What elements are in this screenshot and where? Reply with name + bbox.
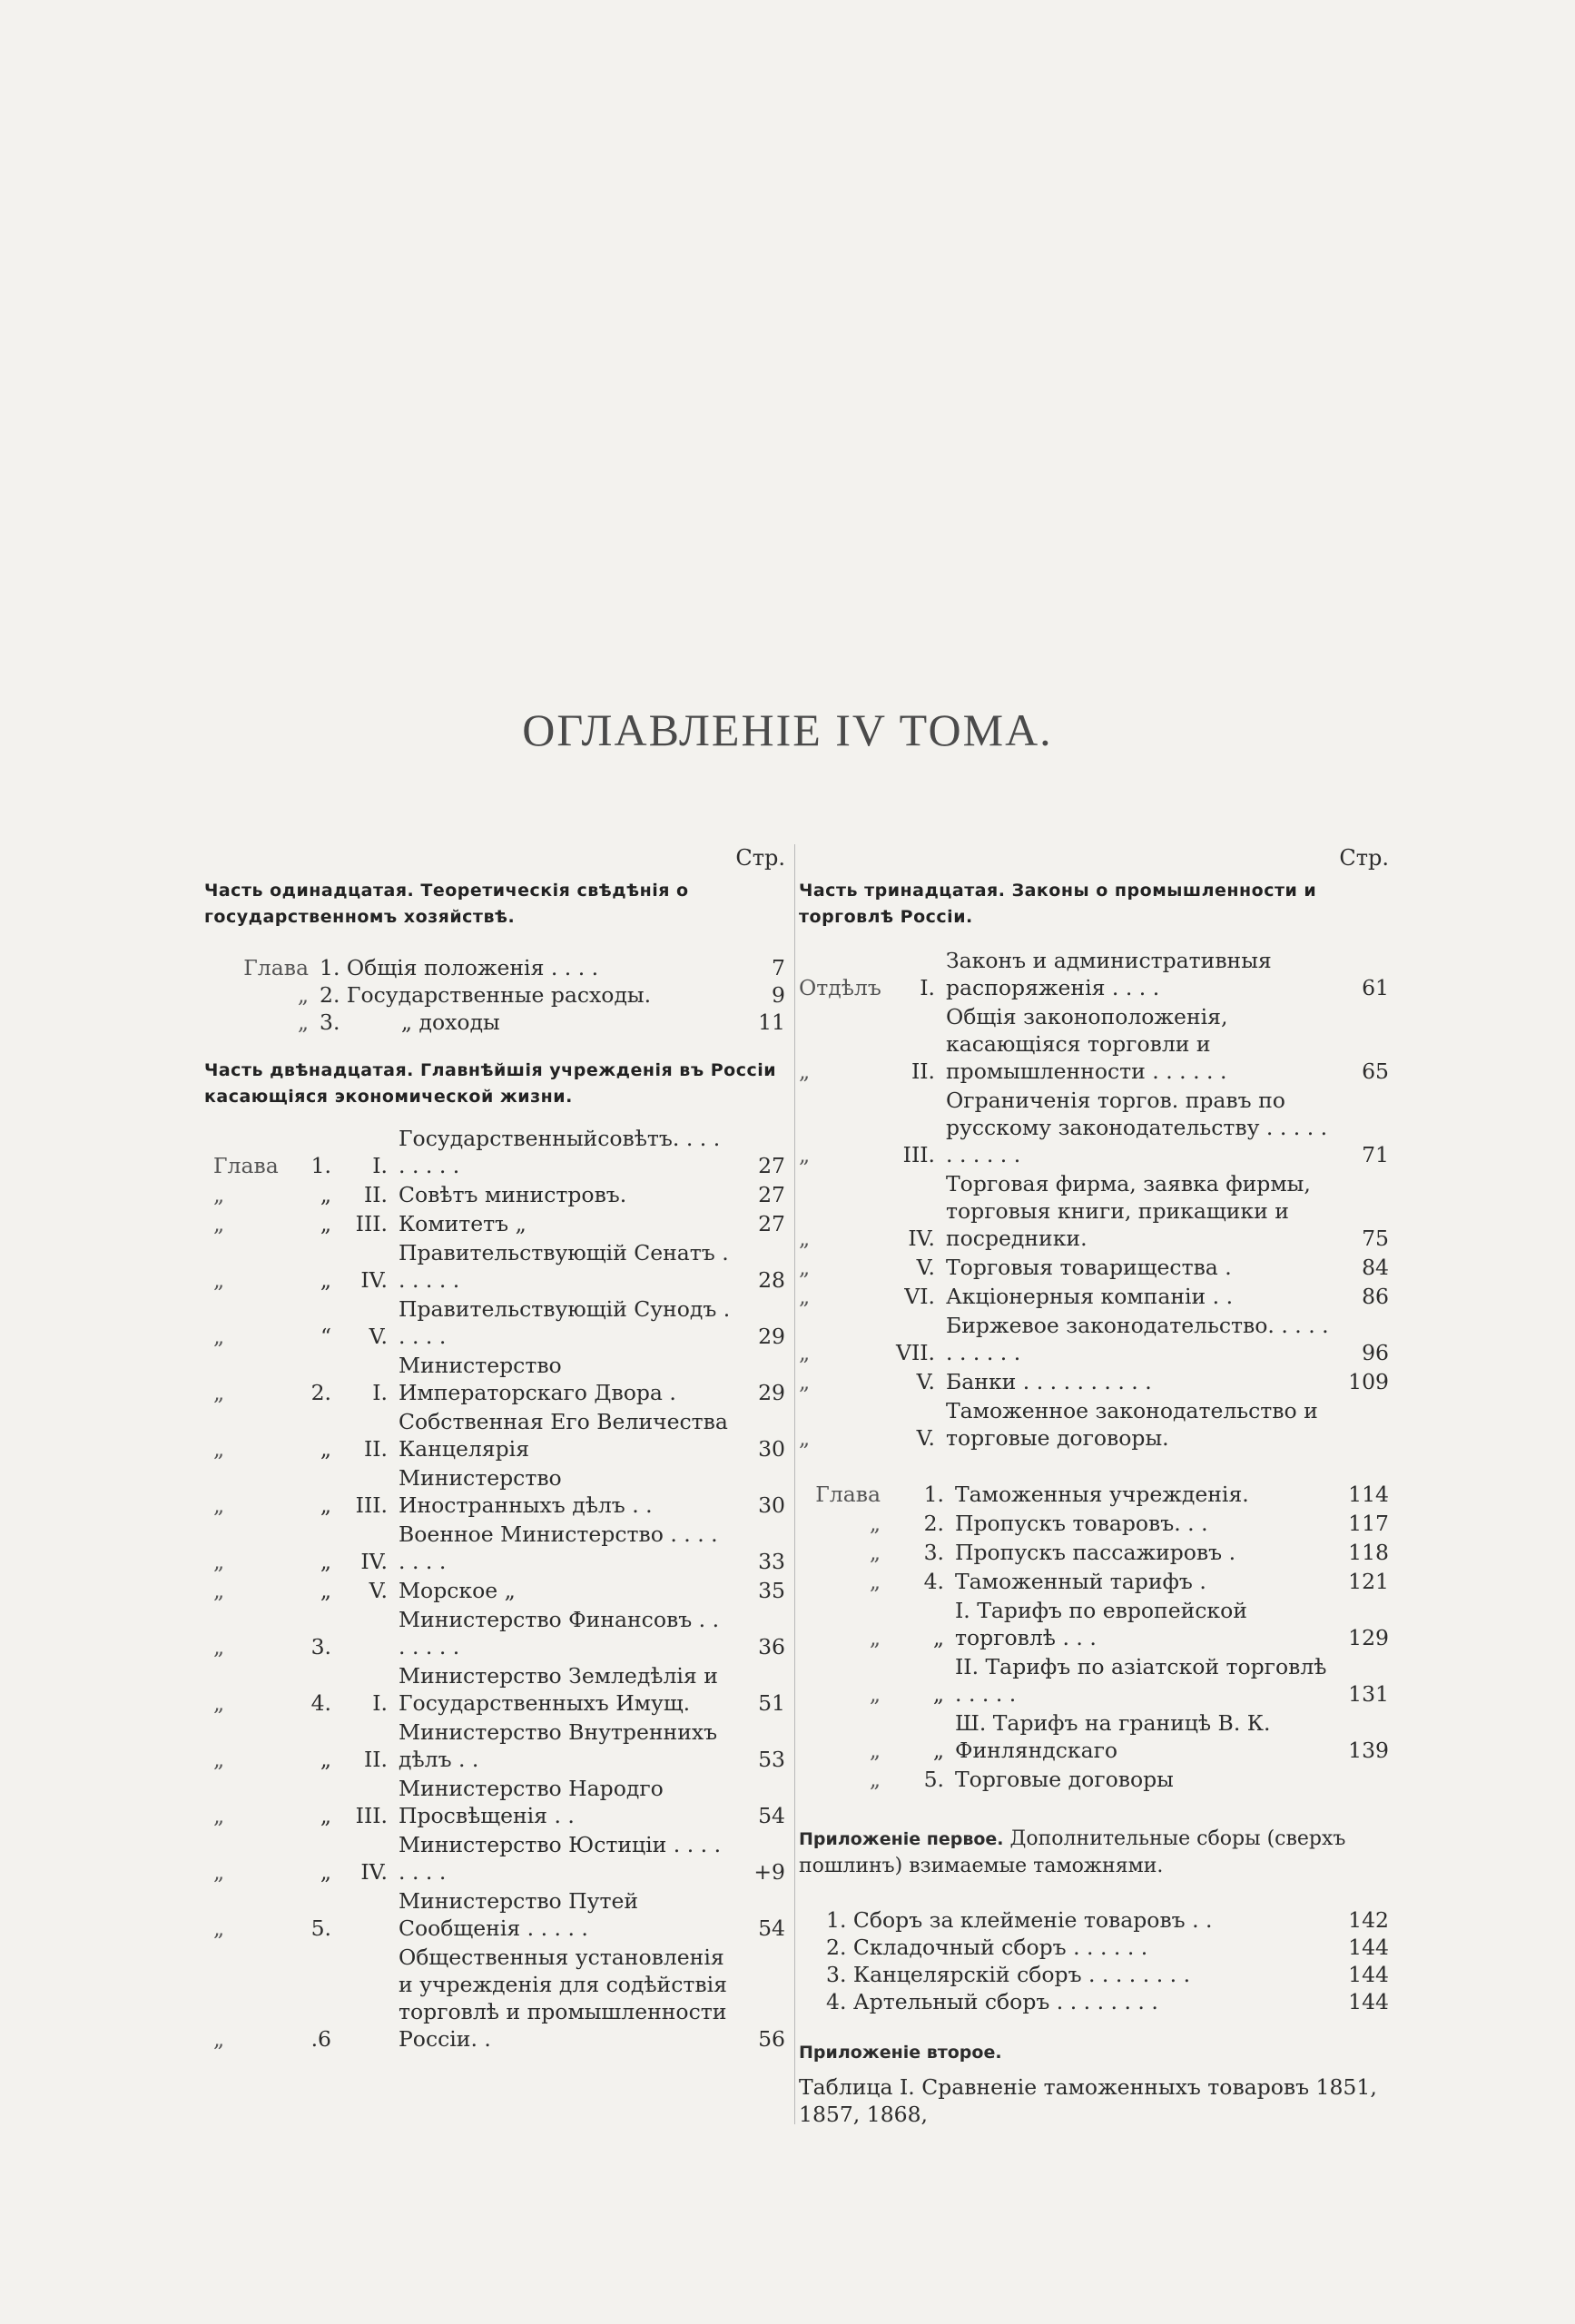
entry-roman-number: II. xyxy=(363,1747,388,1772)
page-number: 114 xyxy=(1348,1482,1389,1507)
toc-entry xyxy=(799,1906,1389,1934)
entry-label: „ xyxy=(799,1425,811,1451)
entry-roman-number: VI. xyxy=(904,1284,935,1309)
appendix-two xyxy=(799,2039,1389,2066)
page-number: 144 xyxy=(1348,1935,1389,1960)
toc-entry xyxy=(204,1352,785,1406)
appendix-one xyxy=(799,1826,1389,1879)
toc-entry xyxy=(799,1481,1389,1508)
entry-title: Таможенный тарифъ . xyxy=(955,1569,1206,1594)
toc-entry: Глава 1. Общія положенія . . . . 7 xyxy=(243,955,785,980)
appendix-two-label: Приложеніе второе. xyxy=(799,2043,1002,2063)
entry-label: „ xyxy=(799,1255,811,1280)
entry-title: Ш. Тарифъ на границѣ В. К. Финляндскаго xyxy=(955,1710,1271,1763)
entry-label: „ xyxy=(869,1738,881,1763)
toc-entry xyxy=(799,1766,1389,1793)
entry-label: „ xyxy=(869,1767,881,1792)
column-divider xyxy=(794,844,795,2124)
toc-entry xyxy=(799,1934,1389,1961)
entry-roman-number: I. xyxy=(372,1153,388,1178)
toc-entry xyxy=(204,1181,785,1208)
entry-label: „ xyxy=(799,1284,811,1309)
page-number: 86 xyxy=(1362,1284,1389,1309)
entry-label: „ xyxy=(213,1578,225,1603)
entry-chapter-number: „ xyxy=(932,1625,944,1650)
page-number: 27 xyxy=(758,1182,785,1207)
toc-entry xyxy=(204,1295,785,1350)
page-number: 29 xyxy=(758,1324,785,1349)
entry-label: „ xyxy=(213,1211,225,1236)
entry-label: „ xyxy=(799,1059,811,1084)
entry-title: Торговыя товарищества . xyxy=(946,1255,1232,1280)
page-number: 121 xyxy=(1348,1569,1389,1594)
entry-roman-number: I. xyxy=(920,975,935,1000)
entry-roman-number: II. xyxy=(363,1436,388,1462)
entry-title: Правительствующій Сенатъ . . . . . . xyxy=(399,1240,729,1293)
page-number: 29 xyxy=(758,1380,785,1405)
entry-roman-number: V. xyxy=(369,1324,388,1349)
entry-label: „ xyxy=(213,2026,225,2052)
page-number: 118 xyxy=(1348,1540,1389,1565)
page-number: 54 xyxy=(758,1915,785,1941)
entry-chapter-number: „ xyxy=(320,1747,331,1772)
entry-title: Пропускъ пассажировъ . xyxy=(955,1540,1236,1565)
page-number: 117 xyxy=(1348,1511,1389,1536)
entry-roman-number: III. xyxy=(902,1142,935,1167)
entry-roman-number: III. xyxy=(355,1492,388,1518)
entry-roman-number: IV. xyxy=(360,1859,388,1885)
entry-title: Общественныя установленія и учрежденія для содѣйствія торговлѣ и промышленности Россіи. . xyxy=(399,1945,727,2052)
entry-chapter-number: „ xyxy=(320,1859,331,1885)
entry-roman-number: III. xyxy=(355,1803,388,1828)
entry-roman-number: I. xyxy=(372,1380,388,1405)
entry-label: Глава xyxy=(213,1153,279,1178)
appendix-one-label: Приложеніе первое. xyxy=(799,1829,1004,1849)
entry-title: Совѣтъ министровъ. xyxy=(399,1182,627,1207)
entry-label: Глава xyxy=(815,1482,881,1507)
toc-entry xyxy=(799,1283,1389,1310)
toc-entry xyxy=(204,1662,785,1717)
entry-roman-number: V. xyxy=(916,1369,935,1394)
toc-entry xyxy=(799,1597,1389,1651)
entry-chapter-number: „ xyxy=(320,1803,331,1828)
entry-title: Собственная Его Величества Канцелярія xyxy=(399,1409,728,1462)
entry-title: Министерство Финансовъ . . . . . . . xyxy=(399,1607,720,1659)
page-number: 54 xyxy=(758,1803,785,1828)
entry-title: 3. Канцелярскій сборъ . . . . . . . . xyxy=(826,1962,1191,1987)
entry-label: „ xyxy=(869,1569,881,1594)
appendix-one-text: Дополнительные сборы (сверхъ пошлинъ) взимаемые таможнями. xyxy=(799,1827,1346,1877)
entry-title: Банки . . . . . . . . . . xyxy=(946,1369,1152,1394)
entry-title: Общія законоположенія, касающіяся торговли и промышленности . . . . . . xyxy=(946,1004,1228,1084)
entry-label: „ xyxy=(799,1226,811,1251)
toc-entry xyxy=(204,1408,785,1462)
entry-title: Ограниченія торгов. правъ по русскому законодательству . . . . . . . . . . . xyxy=(946,1088,1328,1167)
toc-entry xyxy=(204,1831,785,1886)
entry-title: Министерство Иностранныхъ дѣлъ . . xyxy=(399,1465,653,1518)
page-number: 96 xyxy=(1362,1340,1389,1365)
toc-entry xyxy=(204,1210,785,1237)
page-number: 84 xyxy=(1362,1255,1389,1280)
page-column-header: Стр. xyxy=(1339,845,1389,871)
entry-roman-number: VII. xyxy=(895,1340,935,1365)
toc-entry xyxy=(799,1988,1389,2015)
entry-chapter-number: „ xyxy=(320,1578,331,1603)
entry-roman-number: V. xyxy=(369,1578,388,1603)
page-number: 30 xyxy=(758,1492,785,1518)
page-number: 30 xyxy=(758,1436,785,1462)
page-number: 131 xyxy=(1348,1681,1389,1707)
page-number: 11 xyxy=(758,1009,785,1035)
entry-chapter-number: “ xyxy=(320,1324,331,1349)
entry-roman-number: I. xyxy=(372,1690,388,1716)
entry-chapter-number: „ xyxy=(320,1549,331,1574)
page-title: ОГЛАВЛЕНІЕ IV ТОМА. xyxy=(522,704,1053,755)
entry-label: „ xyxy=(869,1511,881,1536)
entry-title: Министерство Земледѣлія и Государственныхъ Имущ. xyxy=(399,1663,718,1716)
toc-entry: „ 3. „ доходы 11 xyxy=(297,1009,785,1035)
entry-title: Законъ и административныя распоряженія . . . . xyxy=(946,948,1272,1000)
entry-label: „ xyxy=(213,1803,225,1828)
toc-entry xyxy=(204,1239,785,1294)
entry-label: „ xyxy=(213,1859,225,1885)
entry-label: „ xyxy=(869,1681,881,1707)
part-twelve-heading: Часть двѣнадцатая. Главнѣйшія учрежденія въ Россіи касающіяся экономической жизни. xyxy=(204,1060,777,1107)
entry-title: 2. Складочный сборъ . . . . . . xyxy=(826,1935,1148,1960)
page-number: 65 xyxy=(1362,1059,1389,1084)
toc-entry xyxy=(204,1718,785,1773)
entry-title: I. Тарифъ по европейской торговлѣ . . . xyxy=(955,1598,1247,1650)
appendix-two-text: Таблица I. Сравненіе таможенныхъ товаровъ 1851, 1857, 1868, xyxy=(799,2074,1377,2127)
entry-roman-number: V. xyxy=(916,1425,935,1451)
entry-title: Государственныйсовѣтъ. . . . . . . . . xyxy=(399,1126,721,1178)
entry-roman-number: IV. xyxy=(360,1267,388,1293)
entry-label: „ xyxy=(799,1340,811,1365)
entry-roman-number: III. xyxy=(355,1211,388,1236)
entry-title: Биржевое законодательство. . . . . . . . . . . xyxy=(946,1313,1329,1365)
page-number: 56 xyxy=(758,2026,785,2052)
entry-chapter-number: .6 xyxy=(310,2026,331,2052)
entry-chapter-number: 2. xyxy=(310,1380,331,1405)
page-number: 109 xyxy=(1348,1369,1389,1394)
toc-entry xyxy=(799,1539,1389,1566)
entry-roman-number: V. xyxy=(916,1255,935,1280)
toc-entry xyxy=(204,1521,785,1575)
entry-title: Министерство Императорскаго Двора . xyxy=(399,1353,676,1405)
entry-label: „ xyxy=(213,1436,225,1462)
entry-title: Министерство Внутреннихъ дѣлъ . . xyxy=(399,1719,718,1772)
entry-chapter-number: 2. xyxy=(923,1511,944,1536)
entry-title: Правительствующій Сунодъ . . . . . xyxy=(399,1296,731,1349)
entry-label: „ xyxy=(799,1142,811,1167)
page-number: 129 xyxy=(1348,1625,1389,1650)
entry-label: „ xyxy=(869,1625,881,1650)
toc-entry xyxy=(799,1653,1389,1708)
entry-chapter-number: „ xyxy=(320,1436,331,1462)
entry-chapter-number: 4. xyxy=(923,1569,944,1594)
toc-right-column xyxy=(799,840,1389,2128)
entry-chapter-number: „ xyxy=(320,1182,331,1207)
entry-label: „ xyxy=(213,1182,225,1207)
page-number: 144 xyxy=(1348,1962,1389,1987)
entry-chapter-number: 3. xyxy=(923,1540,944,1565)
toc-entry xyxy=(799,1961,1389,1988)
page-number: 27 xyxy=(758,1211,785,1236)
entry-title: Комитетъ „ xyxy=(399,1211,527,1236)
toc-entry xyxy=(204,1944,785,2053)
entry-chapter-number: 3. xyxy=(310,1634,331,1659)
entry-label: „ xyxy=(213,1324,225,1349)
entry-label: „ xyxy=(213,1267,225,1293)
entry-label: „ xyxy=(213,1380,225,1405)
toc-entry xyxy=(204,1125,785,1179)
page-number: 53 xyxy=(758,1747,785,1772)
entry-chapter-number: „ xyxy=(320,1492,331,1518)
entry-roman-number: II. xyxy=(363,1182,388,1207)
entry-label: „ xyxy=(213,1915,225,1941)
entry-title: II. Тарифъ по азіатской торговлѣ . . . . . xyxy=(955,1654,1327,1707)
entry-title: Торговая фирма, заявка фирмы, торговыя книги, прикащики и посредники. xyxy=(946,1171,1311,1251)
entry-label: „ xyxy=(213,1634,225,1659)
page-number: 28 xyxy=(758,1267,785,1293)
page-number: +9 xyxy=(753,1859,785,1885)
entry-roman-number: II. xyxy=(911,1059,935,1084)
page-number: 51 xyxy=(758,1690,785,1716)
entry-title: Таможенныя учрежденія. xyxy=(955,1482,1249,1507)
entry-chapter-number: 5. xyxy=(310,1915,331,1941)
entry-title: Военное Министерство . . . . . . . . xyxy=(399,1521,718,1574)
entry-chapter-number: „ xyxy=(932,1681,944,1707)
entry-chapter-number: „ xyxy=(320,1211,331,1236)
toc-entry xyxy=(204,1606,785,1660)
entry-label: „ xyxy=(213,1492,225,1518)
toc-entry xyxy=(799,1312,1389,1366)
entry-title: Министерство Путей Сообщенія . . . . . xyxy=(399,1888,639,1941)
toc-entry xyxy=(799,1709,1389,1764)
toc-entry xyxy=(799,1003,1389,1085)
entry-roman-number: IV. xyxy=(908,1226,935,1251)
page-number: 144 xyxy=(1348,1989,1389,2014)
toc-entry: „ 2. Государственные расходы. 9 xyxy=(297,982,785,1008)
toc-entry xyxy=(799,1087,1389,1168)
entry-title: Морское „ xyxy=(399,1578,516,1603)
toc-entry xyxy=(204,1887,785,1942)
page-number: 35 xyxy=(758,1578,785,1603)
entry-chapter-number: 4. xyxy=(310,1690,331,1716)
page-column-header: Стр. xyxy=(735,845,785,871)
entry-roman-number: IV. xyxy=(360,1549,388,1574)
page-number: 75 xyxy=(1362,1226,1389,1251)
page-number: 9 xyxy=(772,982,785,1008)
entry-title: Министерство Юстиціи . . . . . . . . xyxy=(399,1832,722,1885)
entry-title: Министерство Народго Просвѣщенія . . xyxy=(399,1776,664,1828)
page-number: 33 xyxy=(758,1549,785,1574)
page-number: 61 xyxy=(1362,975,1389,1000)
page-number: 36 xyxy=(758,1634,785,1659)
entry-label: „ xyxy=(869,1540,881,1565)
toc-entry xyxy=(799,1568,1389,1595)
toc-entry xyxy=(799,1254,1389,1281)
entry-chapter-number: 1. xyxy=(310,1153,331,1178)
entry-label: „ xyxy=(213,1549,225,1574)
toc-entry xyxy=(204,1577,785,1604)
page-number: 142 xyxy=(1348,1907,1389,1933)
page-number: 27 xyxy=(758,1153,785,1178)
page-number: 71 xyxy=(1362,1142,1389,1167)
entry-title: 4. Артельный сборъ . . . . . . . . xyxy=(826,1989,1158,2014)
entry-label: „ xyxy=(213,1747,225,1772)
entry-label: „ xyxy=(213,1690,225,1716)
toc-entry xyxy=(204,1464,785,1519)
entry-title: 1. Сборъ за клейменіе товаровъ . . xyxy=(826,1907,1213,1933)
entry-label: Отдѣлъ xyxy=(799,975,881,1000)
toc-entry xyxy=(799,947,1389,1001)
page-number: 7 xyxy=(772,955,785,980)
toc-entry xyxy=(799,1510,1389,1537)
toc-entry xyxy=(799,1397,1389,1452)
toc-entry xyxy=(204,1775,785,1829)
entry-chapter-number: „ xyxy=(932,1738,944,1763)
toc-entry xyxy=(799,1368,1389,1395)
part-thirteen-heading: Часть тринадцатая. Законы о промышленности и торговлѣ Россіи. xyxy=(799,881,1317,927)
toc-left-column xyxy=(204,840,785,2054)
entry-chapter-number: 5. xyxy=(923,1767,944,1792)
entry-chapter-number: 1. xyxy=(923,1482,944,1507)
page-number: 139 xyxy=(1348,1738,1389,1763)
toc-entry xyxy=(799,1170,1389,1252)
entry-chapter-number: „ xyxy=(320,1267,331,1293)
entry-title: Пропускъ товаровъ. . . xyxy=(955,1511,1208,1536)
entry-label: „ xyxy=(799,1369,811,1394)
part-eleven-heading: Часть одинадцатая. Теоретическія свѣдѣнія о государственномъ хозяйствѣ. xyxy=(204,881,689,927)
entry-title: Таможенное законодательство и торговые договоры. xyxy=(946,1398,1318,1451)
entry-title: Акціонерныя компаніи . . xyxy=(946,1284,1234,1309)
entry-title: Торговые договоры xyxy=(955,1767,1174,1792)
